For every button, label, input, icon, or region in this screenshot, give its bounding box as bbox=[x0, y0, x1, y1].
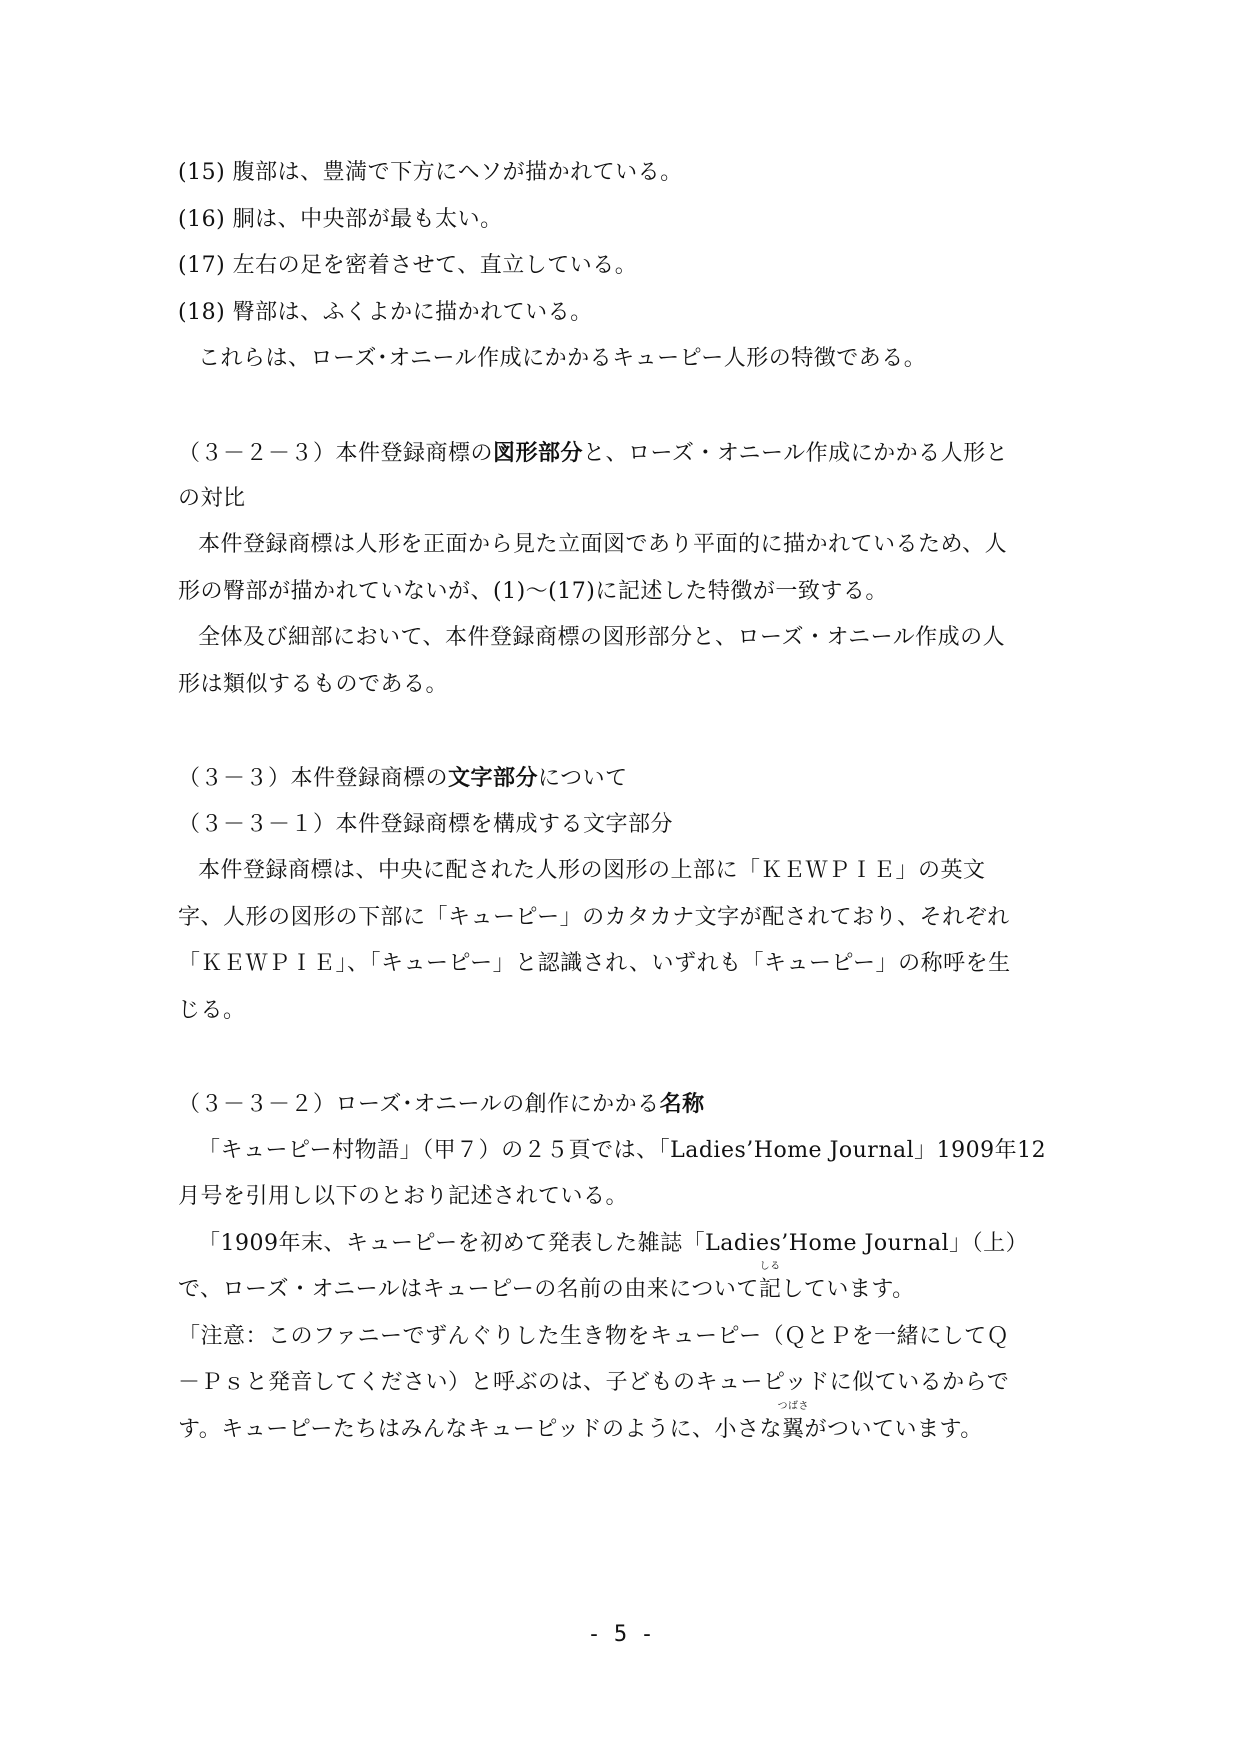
quote-line bbox=[178, 1401, 1098, 1445]
section-3-3-1-heading: （３－３－１）本件登録商標を構成する文字部分 bbox=[178, 812, 674, 837]
ruby-reading: しる bbox=[759, 1261, 781, 1272]
section-3-2-3-heading bbox=[178, 438, 1098, 469]
heading-text: （３－３－２）ローズ･オニールの創作にかかる bbox=[178, 1092, 660, 1117]
paragraph-line: 本件登録商標は人形を正面から見た立面図であり平面的に描かれているため、人 bbox=[198, 532, 1008, 557]
heading-emphasis: 文字部分 bbox=[448, 765, 539, 791]
heading-text: と、ローズ・オニール作成にかかる人形と bbox=[583, 441, 1009, 466]
section-3-3-heading bbox=[178, 763, 1098, 794]
quote-line bbox=[178, 1261, 1098, 1305]
quote-text: がついています。 bbox=[804, 1417, 983, 1442]
list-item-15: (15) 腹部は、豊満で下方にヘソが描かれている。 bbox=[178, 160, 683, 185]
ruby-base: 記 bbox=[758, 1277, 782, 1302]
paragraph-line: 形は類似するものである。 bbox=[178, 672, 449, 697]
section-3-2-3-heading-cont: の対比 bbox=[178, 486, 246, 511]
summary-paragraph: これらは、ローズ･オニール作成にかかるキューピー人形の特徴である。 bbox=[198, 346, 927, 371]
paragraph-line: 全体及び細部において、本件登録商標の図形部分と、ローズ・オニール作成の人 bbox=[198, 625, 1006, 650]
heading-emphasis: 名称 bbox=[659, 1091, 705, 1117]
paragraph-line: 月号を引用し以下のとおり記述されている。 bbox=[178, 1184, 629, 1209]
quote-line: 「1909年末、キューピーを初めて発表した雑誌「Ladies’Home Journal」（上） bbox=[198, 1231, 1029, 1256]
paragraph-line: じる。 bbox=[178, 998, 246, 1023]
quote-text: で、ローズ・オニールはキューピーの名前の由来について bbox=[178, 1277, 759, 1302]
quote-text: しています。 bbox=[781, 1277, 915, 1302]
ruby-word bbox=[758, 1261, 782, 1305]
paragraph-line: 形の臀部が描かれていないが、(1)～(17)に記述した特徴が一致する。 bbox=[178, 579, 888, 604]
paragraph-line: 字、人形の図形の下部に「キューピー」のカタカナ文字が配されており、それぞれ bbox=[178, 905, 1010, 930]
paragraph-line: 本件登録商標は、中央に配された人形の図形の上部に「ＫＥＷＰＩＥ」の英文 bbox=[198, 858, 986, 883]
list-item-16: (16) 胴は、中央部が最も太い。 bbox=[178, 207, 503, 232]
section-3-3-2-heading bbox=[178, 1089, 1098, 1120]
ruby-reading: つばさ bbox=[777, 1401, 809, 1412]
ruby-word bbox=[777, 1401, 809, 1445]
heading-text: について bbox=[538, 766, 628, 791]
quote-line: 「注意：このファニーでずんぐりした生き物をキューピー（ＱとＰを一緒にしてＱ bbox=[178, 1324, 1010, 1349]
list-item-18: (18) 臀部は、ふくよかに描かれている。 bbox=[178, 300, 593, 325]
paragraph-line: 「キューピー村物語」（甲７）の２５頁では、「Ladies’Home Journal」1909年12 bbox=[198, 1138, 1047, 1163]
quote-line: －Ｐｓと発音してください）と呼ぶのは、子どものキューピッドに似ているからで bbox=[178, 1370, 1010, 1395]
quote-text: す。キューピーたちはみんなキューピッドのように、小さな bbox=[178, 1417, 782, 1442]
list-item-17: (17) 左右の足を密着させて、直立している。 bbox=[178, 253, 638, 278]
heading-text: （３－２－３）本件登録商標の bbox=[178, 441, 494, 466]
page-number: - 5 - bbox=[587, 1622, 654, 1647]
heading-text: （３－３）本件登録商標の bbox=[178, 766, 449, 791]
heading-emphasis: 図形部分 bbox=[493, 440, 584, 466]
paragraph-line: 「ＫＥＷＰＩＥ」、「キューピー」と認識され、いずれも「キューピー」の称呼を生 bbox=[178, 951, 1011, 976]
ruby-base: 翼 bbox=[781, 1417, 805, 1442]
